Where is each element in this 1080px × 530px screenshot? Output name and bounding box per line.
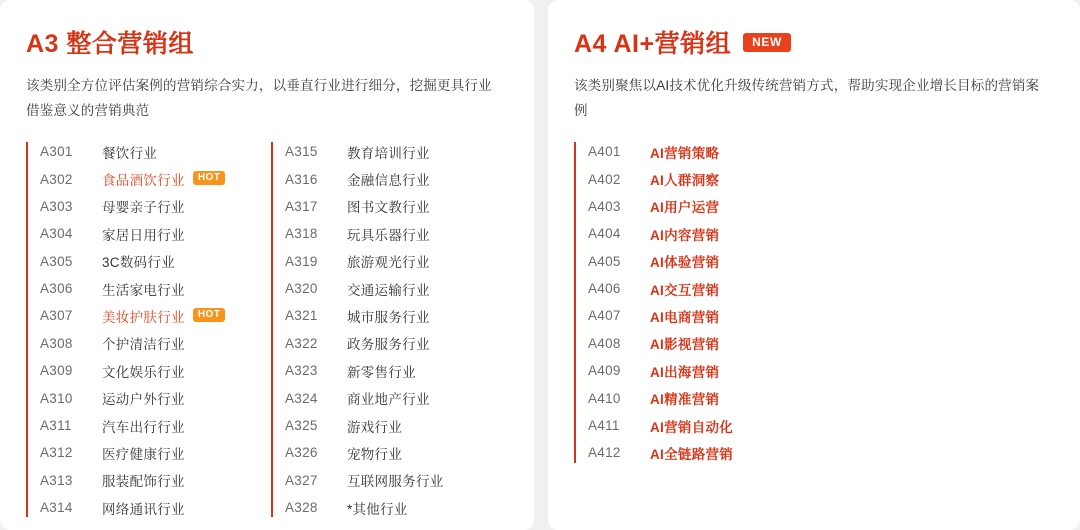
list-item[interactable] bbox=[40, 248, 271, 275]
item-code: A311 bbox=[40, 418, 72, 434]
item-name: AI营销自动化 bbox=[650, 419, 734, 435]
item-name: AI人群洞察 bbox=[650, 173, 720, 189]
list-item[interactable] bbox=[285, 193, 508, 220]
item-name: 商业地产行业 bbox=[346, 392, 430, 408]
item-name: 服装配饰行业 bbox=[102, 474, 185, 490]
list-item[interactable] bbox=[40, 275, 271, 302]
list-item[interactable] bbox=[285, 302, 508, 329]
item-code: A305 bbox=[40, 253, 73, 269]
item-name: AI营销策略 bbox=[650, 145, 720, 161]
item-code: A408 bbox=[588, 335, 621, 351]
item-code: A310 bbox=[40, 390, 73, 406]
panel-a4-column-1 bbox=[574, 138, 874, 467]
list-item[interactable] bbox=[40, 494, 271, 521]
panel-a3-list bbox=[26, 138, 508, 521]
list-item[interactable] bbox=[588, 357, 874, 384]
item-name: AI体验营销 bbox=[650, 255, 720, 271]
list-item[interactable] bbox=[40, 138, 271, 165]
item-name: 玩具乐器行业 bbox=[346, 227, 430, 243]
item-code: A322 bbox=[284, 335, 318, 351]
item-name: 汽车出行行业 bbox=[102, 419, 185, 435]
item-name: 美妆护肤行业 bbox=[102, 309, 185, 325]
item-name: 互联网服务行业 bbox=[346, 474, 444, 490]
list-item[interactable] bbox=[40, 384, 271, 411]
item-name: 金融信息行业 bbox=[346, 173, 430, 189]
list-item[interactable] bbox=[285, 275, 508, 302]
item-code: A323 bbox=[284, 363, 318, 379]
item-code: A405 bbox=[588, 253, 621, 269]
item-code: A410 bbox=[588, 390, 621, 406]
item-code: A321 bbox=[284, 308, 318, 324]
item-name: AI全链路营销 bbox=[650, 446, 734, 462]
hot-badge: HOT bbox=[193, 171, 226, 185]
list-item[interactable] bbox=[40, 467, 271, 494]
item-name: 交通运输行业 bbox=[346, 282, 430, 298]
list-item[interactable] bbox=[40, 220, 271, 247]
item-name: 新零售行业 bbox=[346, 364, 416, 380]
item-code: A401 bbox=[588, 144, 621, 160]
item-code: A409 bbox=[588, 363, 621, 379]
new-badge: NEW bbox=[743, 33, 791, 52]
panel-a4-header bbox=[574, 24, 1054, 60]
item-name: 政务服务行业 bbox=[346, 337, 430, 353]
item-name: AI影视营销 bbox=[650, 337, 720, 353]
list-item[interactable] bbox=[285, 165, 508, 192]
item-code: A303 bbox=[40, 198, 73, 214]
item-name: 旅游观光行业 bbox=[346, 255, 430, 271]
item-name: 食品酒饮行业 bbox=[102, 173, 185, 189]
item-code: A309 bbox=[40, 363, 73, 379]
panel-a3-column-2 bbox=[271, 138, 508, 521]
item-code: A304 bbox=[40, 226, 73, 242]
item-name: 教育培训行业 bbox=[346, 145, 430, 161]
list-item[interactable] bbox=[285, 467, 508, 494]
item-name: 运动户外行业 bbox=[102, 392, 185, 408]
item-code: A319 bbox=[284, 253, 318, 269]
list-item[interactable] bbox=[285, 357, 508, 384]
hot-badge: HOT bbox=[193, 308, 226, 322]
list-item[interactable] bbox=[40, 357, 271, 384]
list-item[interactable] bbox=[588, 193, 874, 220]
list-item[interactable] bbox=[588, 248, 874, 275]
item-code: A317 bbox=[284, 198, 318, 214]
panel-a4-title: A4 AI+营销组 bbox=[574, 30, 732, 58]
list-item[interactable] bbox=[588, 330, 874, 357]
item-code: A412 bbox=[588, 445, 621, 461]
list-item[interactable] bbox=[285, 330, 508, 357]
item-code: A318 bbox=[284, 226, 318, 242]
list-item[interactable] bbox=[588, 302, 874, 329]
item-code: A308 bbox=[40, 335, 73, 351]
list-item[interactable] bbox=[285, 412, 508, 439]
item-name: AI内容营销 bbox=[650, 227, 720, 243]
panel-a4-description: 该类别聚焦以AI技术优化升级传统营销方式，帮助实现企业增长目标的营销案例 bbox=[574, 78, 1040, 118]
item-name: 3C数码行业 bbox=[102, 255, 176, 271]
list-item[interactable] bbox=[588, 138, 874, 165]
item-code: A315 bbox=[284, 144, 318, 160]
item-code: A325 bbox=[284, 418, 318, 434]
panel-a4 bbox=[548, 0, 1080, 530]
panel-a3-column-1 bbox=[26, 138, 271, 521]
item-name: 医疗健康行业 bbox=[102, 446, 185, 462]
item-name: 家居日用行业 bbox=[102, 227, 185, 243]
item-code: A312 bbox=[40, 445, 73, 461]
list-item[interactable] bbox=[285, 494, 508, 521]
item-code: A320 bbox=[284, 281, 318, 297]
list-item[interactable] bbox=[285, 248, 508, 275]
list-item[interactable] bbox=[40, 439, 271, 466]
panel-a4-list bbox=[574, 138, 1054, 467]
item-code: A402 bbox=[588, 171, 621, 187]
item-code: A404 bbox=[588, 226, 621, 242]
item-code: A407 bbox=[588, 308, 621, 324]
list-item[interactable] bbox=[285, 384, 508, 411]
item-code: A314 bbox=[40, 500, 73, 516]
item-name: 图书文教行业 bbox=[346, 200, 430, 216]
list-item[interactable] bbox=[588, 384, 874, 411]
item-name: 母婴亲子行业 bbox=[102, 200, 185, 216]
item-code: A307 bbox=[40, 308, 73, 324]
item-name: AI出海营销 bbox=[650, 364, 720, 380]
list-item[interactable] bbox=[40, 193, 271, 220]
list-item[interactable] bbox=[285, 138, 508, 165]
panel-a3 bbox=[0, 0, 534, 530]
list-item[interactable] bbox=[588, 412, 874, 439]
item-code: A306 bbox=[40, 281, 73, 297]
item-code: A327 bbox=[284, 472, 318, 488]
list-item[interactable] bbox=[588, 165, 874, 192]
item-code: A316 bbox=[284, 171, 318, 187]
item-name: 网络通讯行业 bbox=[102, 501, 185, 517]
item-code: A403 bbox=[588, 198, 621, 214]
panel-a3-title: A3 整合营销组 bbox=[26, 30, 194, 58]
item-code: A302 bbox=[40, 171, 73, 187]
list-item[interactable] bbox=[40, 165, 271, 192]
list-item[interactable] bbox=[40, 330, 271, 357]
item-name: AI电商营销 bbox=[650, 309, 720, 325]
item-name: AI精准营销 bbox=[650, 392, 720, 408]
list-item[interactable] bbox=[285, 439, 508, 466]
item-name: 生活家电行业 bbox=[102, 282, 185, 298]
item-code: A411 bbox=[588, 418, 620, 434]
item-name: 文化娱乐行业 bbox=[102, 364, 185, 380]
item-name: AI交互营销 bbox=[650, 282, 720, 298]
item-name: AI用户运营 bbox=[650, 200, 720, 216]
item-code: A324 bbox=[284, 390, 318, 406]
item-code: A328 bbox=[284, 500, 318, 516]
panel-a3-description: 该类别全方位评估案例的营销综合实力，以垂直行业进行细分，挖掘更具行业借鉴意义的营销典范 bbox=[26, 78, 492, 118]
item-code: A313 bbox=[40, 472, 73, 488]
list-item[interactable] bbox=[285, 220, 508, 247]
list-item[interactable] bbox=[588, 275, 874, 302]
item-name: 餐饮行业 bbox=[102, 145, 158, 161]
panel-a3-header bbox=[26, 24, 508, 60]
item-name: 宠物行业 bbox=[346, 446, 403, 462]
list-item[interactable] bbox=[40, 302, 271, 329]
item-code: A406 bbox=[588, 281, 621, 297]
item-name: 个护清洁行业 bbox=[102, 337, 185, 353]
item-name: *其他行业 bbox=[346, 501, 408, 517]
list-item[interactable] bbox=[588, 220, 874, 247]
item-code: A326 bbox=[284, 445, 318, 461]
item-code: A301 bbox=[40, 144, 73, 160]
list-item[interactable] bbox=[588, 439, 874, 466]
item-name: 城市服务行业 bbox=[346, 309, 430, 325]
item-name: 游戏行业 bbox=[346, 419, 403, 435]
list-item[interactable] bbox=[40, 412, 271, 439]
